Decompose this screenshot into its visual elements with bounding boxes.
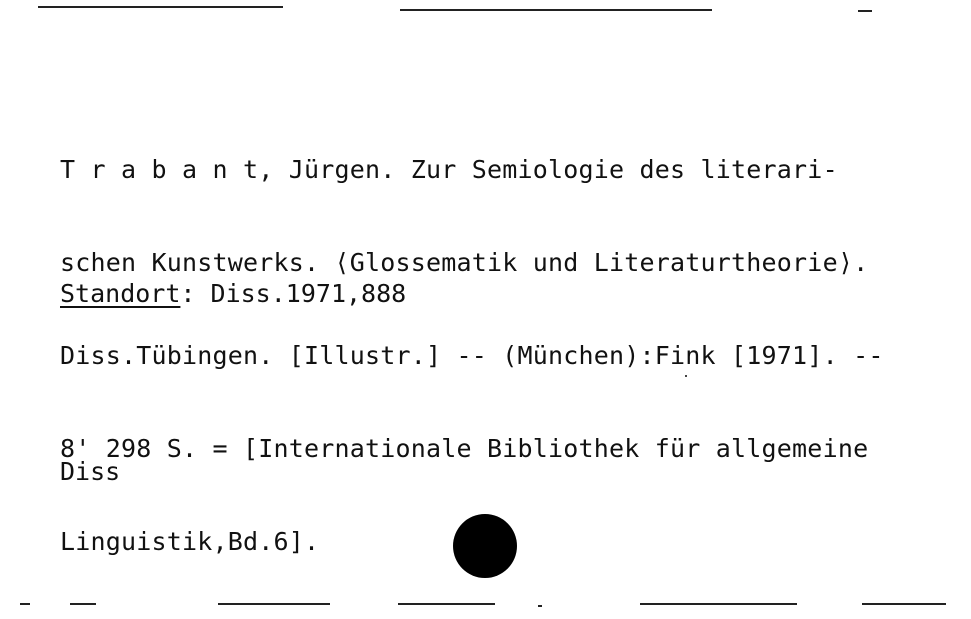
entry-line: Diss.Tübingen. [Illustr.] -- (München):Fink [1971]. -- (60, 341, 884, 370)
top-edge-mark (400, 9, 712, 11)
shelf-mark: Diss (60, 457, 121, 486)
location-label: Standort (60, 279, 181, 308)
entry-line: Linguistik,Bd.6]. (60, 527, 320, 556)
punch-hole (453, 514, 517, 578)
top-edge-mark (858, 10, 872, 12)
location-line (60, 278, 406, 309)
location-separator: : (180, 279, 211, 308)
bottom-edge-mark (70, 603, 96, 605)
bottom-edge-mark (398, 603, 495, 605)
top-edge-mark (38, 6, 283, 8)
entry-line: T r a b a n t, Jürgen. Zur Semiologie des literari- (60, 155, 838, 184)
bottom-edge-mark (218, 603, 330, 605)
bottom-edge-mark (538, 605, 542, 607)
scan-speck (685, 375, 687, 377)
bottom-edge-mark (862, 603, 946, 605)
entry-line: 8' 298 S. = [Internationale Bibliothek für allgemeine (60, 434, 869, 463)
entry-line: schen Kunstwerks. ⟨Glossematik und Literaturtheorie⟩. (60, 248, 869, 277)
location-value: Diss.1971,888 (210, 279, 407, 308)
bottom-edge-mark (640, 603, 797, 605)
bottom-edge-mark (20, 603, 30, 605)
